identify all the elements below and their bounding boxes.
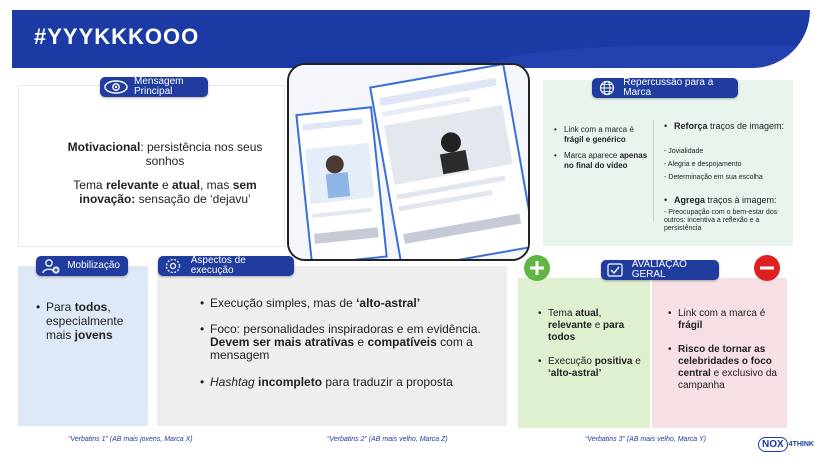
- minus-icon: [754, 255, 780, 281]
- repercussao-left-list: [554, 125, 654, 171]
- reforca-list: [664, 121, 789, 131]
- list-item: • Para todos, especialmente mais jovens: [36, 300, 142, 342]
- list-item: • Tema atual, relevante e para todos: [538, 308, 646, 344]
- mensagem-text-1: Motivacional: persistência nos seus sonhos: [67, 140, 263, 168]
- verbatins-2-caption: “Verbatins 2” (AB mais velho, Marca Z): [327, 436, 448, 443]
- list-item: • Foco: personalidades inspiradoras e em evidência. Devem ser mais atrativas e compatíveis com a mensagem: [200, 323, 500, 362]
- plus-icon: [524, 255, 550, 281]
- aspectos-label: Aspectos de execução: [158, 256, 294, 276]
- verbatins-1-caption: “Verbatins 1” (AB mais jovens, Marca X): [68, 436, 193, 443]
- avaliacao-negative-list: [668, 308, 780, 392]
- list-item: • Hashtag incompleto para traduzir a proposta: [200, 376, 500, 389]
- campaign-screenshot-image: [287, 63, 530, 261]
- verbatins-3-caption: “Verbatins 3” (AB mais velho, Marca Y): [585, 436, 706, 443]
- reforca-items: - Jovialidade - Alegria e despojamento - Determinação em sua escolha: [664, 148, 763, 181]
- mensagem-text-2: Tema relevante e atual, mas sem inovação: sensação de ‘dejavu’: [73, 178, 257, 206]
- user-add-icon: [40, 258, 61, 274]
- list-item: • Agrega traços à imagem:: [664, 195, 789, 205]
- aspectos-list: [200, 297, 500, 389]
- header-banner: [12, 10, 810, 68]
- list-item: • Reforça traços de imagem:: [664, 121, 789, 131]
- settings-gear-icon: [162, 258, 185, 274]
- mobilizacao-panel: [18, 266, 148, 426]
- list-item: • Execução positiva e ‘alto-astral’: [538, 356, 646, 380]
- page-title: #YYYKKKOOO: [34, 24, 200, 49]
- nox4think-logo: NOX 4THINK: [758, 434, 810, 454]
- agrega-note: - Preocupação com o bem-estar dos outros: incentiva a reflexão e a persistência: [664, 209, 778, 232]
- repercussao-label: Repercussão para a Marca: [592, 78, 738, 98]
- list-item: • Marca aparece apenas no final do vídeo: [554, 151, 654, 171]
- list-item: • Risco de tornar as celebridades o foco central e exclusivo da campanha: [668, 344, 780, 392]
- mobilizacao-list: [36, 300, 142, 342]
- agrega-list: [664, 195, 789, 205]
- checklist-icon: [605, 262, 626, 278]
- list-item: • Link com a marca é frágil: [668, 308, 780, 332]
- list-item: • Link com a marca é frágil e genérico: [554, 125, 654, 145]
- avaliacao-positive-list: [538, 308, 646, 380]
- list-item: • Execução simples, mas de ‘alto-astral’: [200, 297, 500, 310]
- avaliacao-label: AVALIAÇÃO GERAL: [601, 260, 719, 280]
- mensagem-label: Mensagem Principal: [100, 77, 208, 97]
- mobilizacao-label: Mobilização: [36, 256, 128, 276]
- eye-icon: [104, 79, 128, 95]
- globe-icon: [596, 80, 617, 96]
